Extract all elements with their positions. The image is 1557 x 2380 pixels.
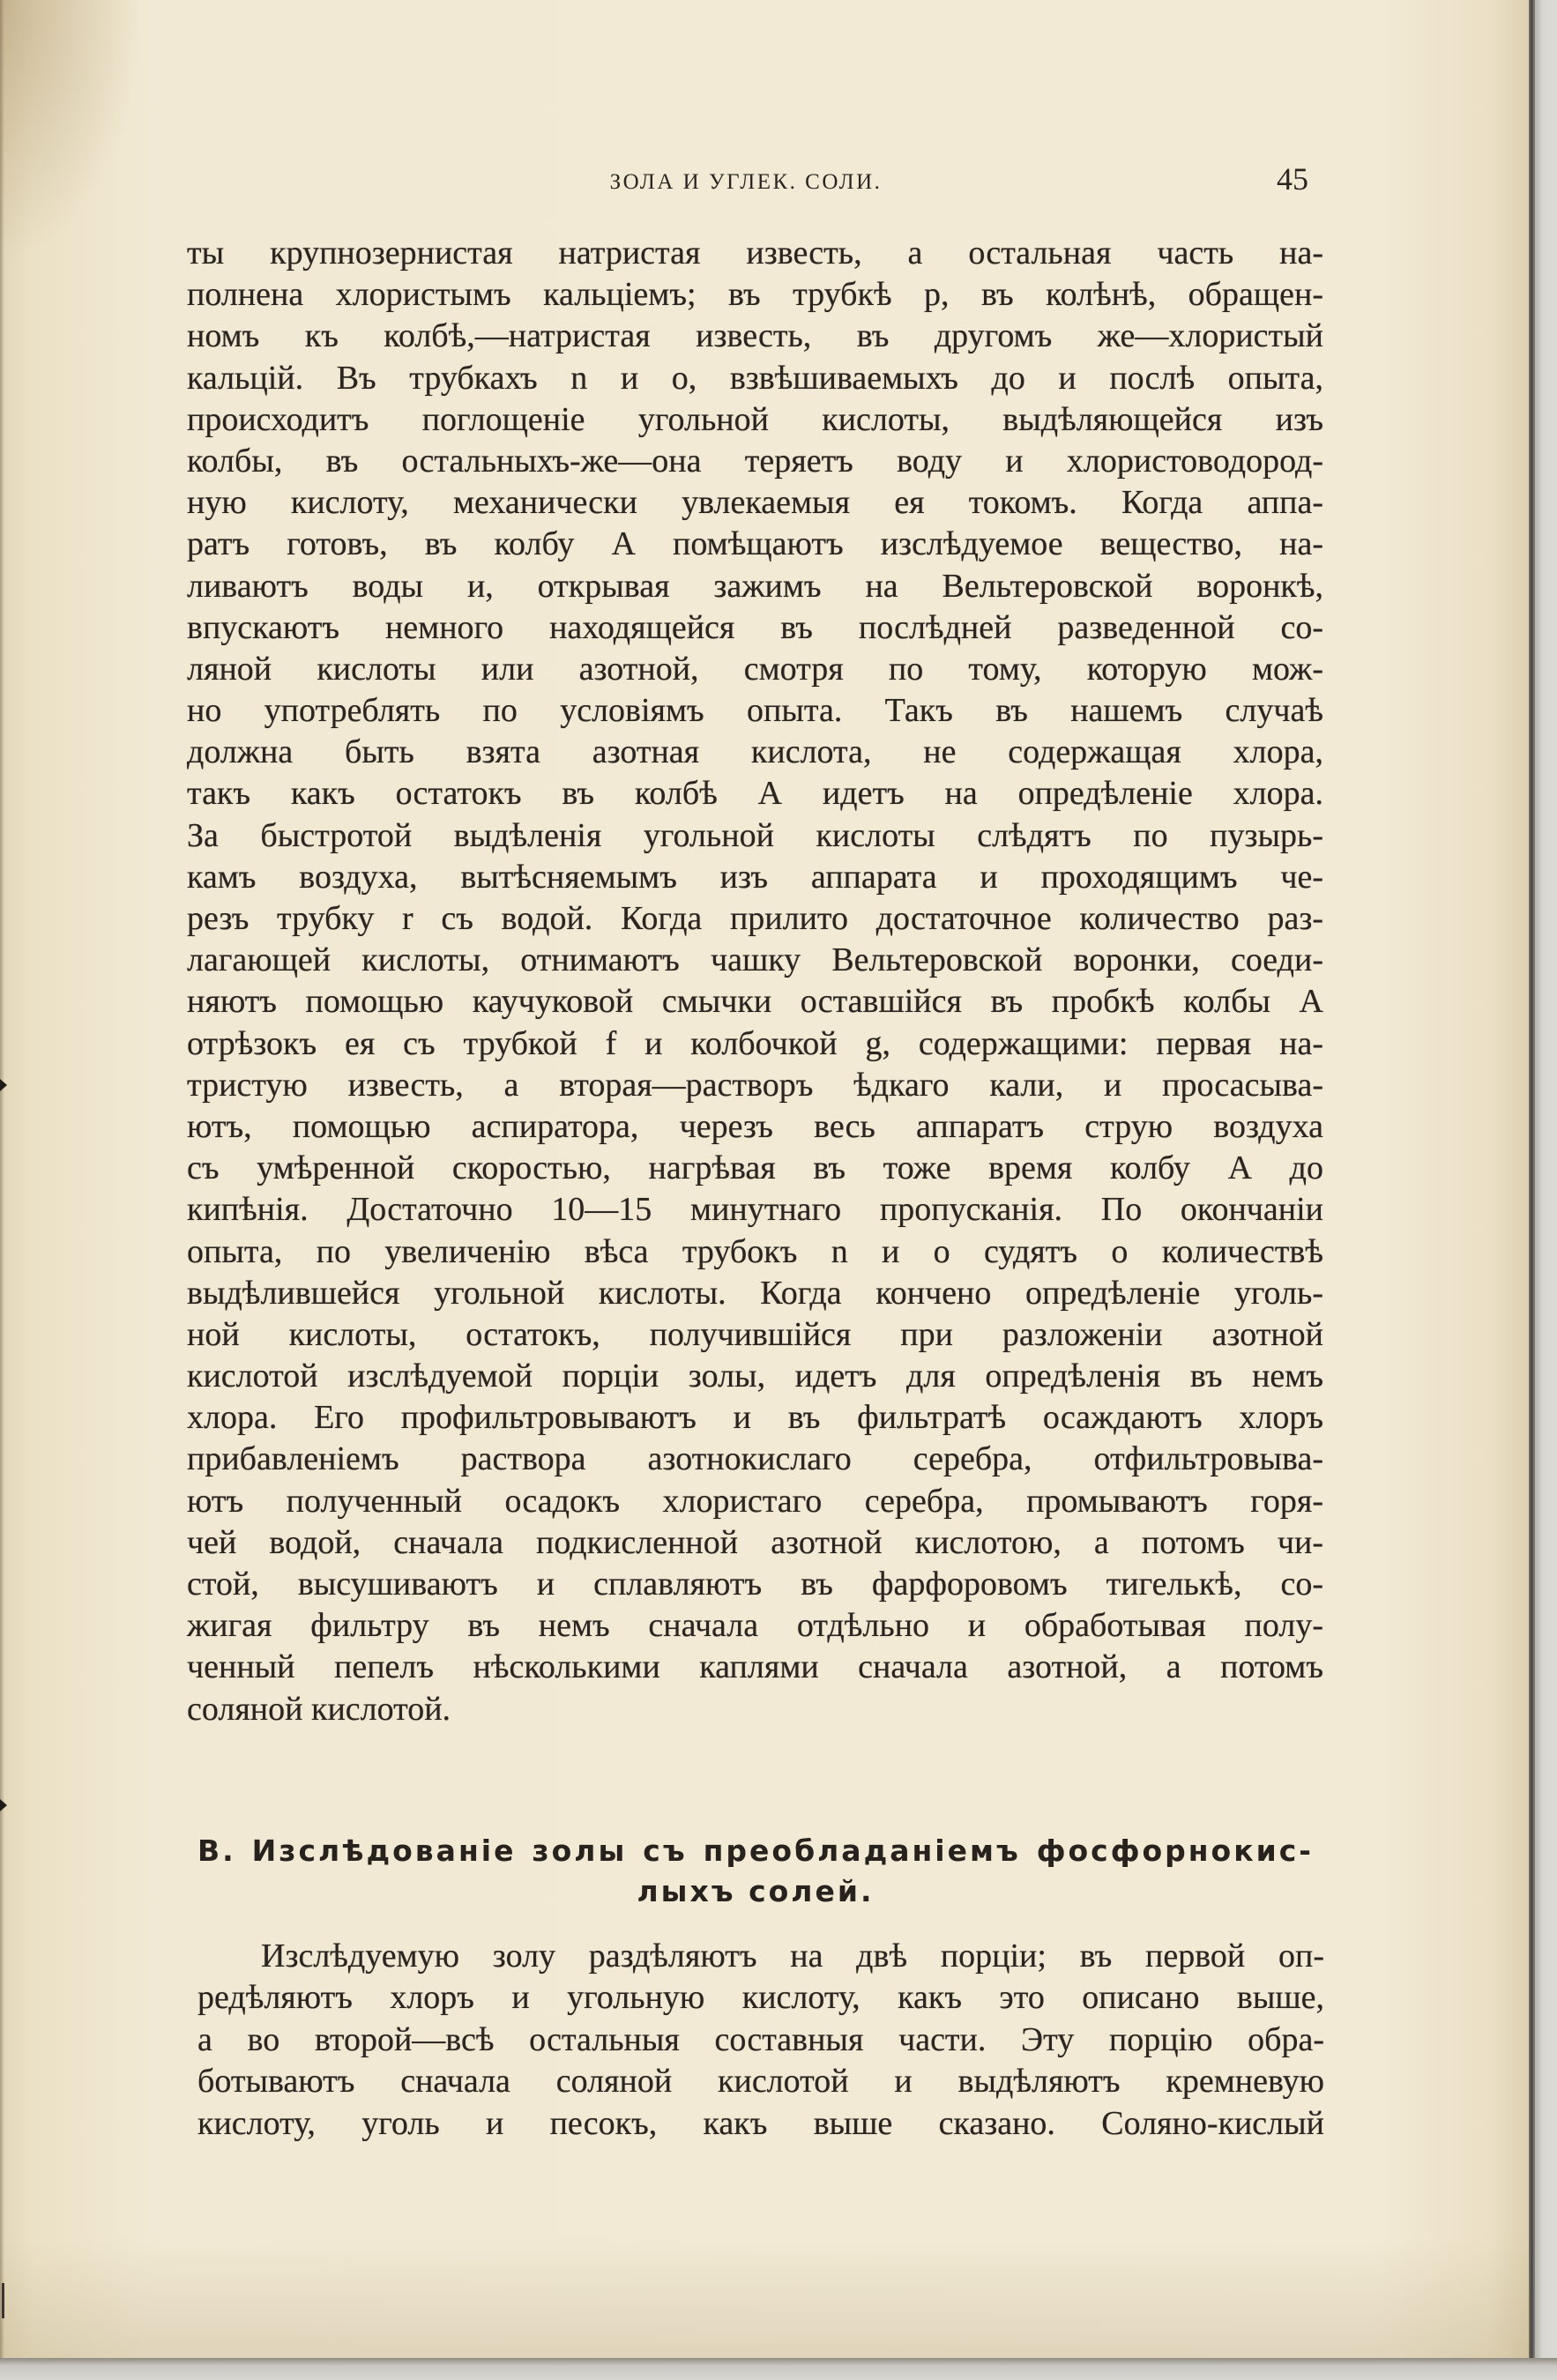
text-line: кальцій. Въ трубкахъ n и о, взвѣшиваемыхъ до и послѣ опыта, — [187, 359, 1323, 397]
text-line: отрѣзокъ ея съ трубкой f и колбочкой g, содержащими: первая на- — [187, 1024, 1323, 1062]
text-line: тристую известь, а вторая—растворъ ѣдкаго кали, и просасыва- — [187, 1066, 1323, 1104]
running-title: ЗОЛА И УГЛЕК. СОЛИ. — [609, 170, 883, 194]
text-line: номъ къ колбѣ,—натристая известь, въ другомъ же—хлористый — [187, 317, 1323, 355]
text-line: няютъ помощью каучуковой смычки оставшійся въ пробкѣ колбы А — [187, 983, 1323, 1021]
text-line: кислотой изслѣдуемой порціи золы, идетъ для опредѣленія въ немъ — [187, 1357, 1323, 1395]
scan-speck — [0, 1799, 7, 1811]
text-line: съ умѣренной скоростью, нагрѣвая въ тоже время колбу А до — [187, 1149, 1323, 1187]
text-line: колбы, въ остальныхъ-же—она теряетъ воду и хлористоводород- — [187, 442, 1323, 480]
text-line: Изслѣдуемую золу раздѣляютъ на двѣ порціи; въ первой оп- — [261, 1937, 1324, 1975]
text-line: редѣляютъ хлоръ и угольную кислоту, какъ это описано выше, — [197, 1979, 1324, 2017]
text-line: кипѣнія. Достаточно 10—15 минутнаго пропусканія. По окончаніи — [187, 1191, 1323, 1229]
scan-speck — [2, 2283, 4, 2318]
scan-edge-left — [0, 0, 4, 2380]
text-line: а во второй—всѣ остальныя составныя части. Эту порцію обра- — [197, 2020, 1324, 2058]
text-line: ливаютъ воды и, открывая зажимъ на Вельтеровской воронкѣ, — [187, 567, 1323, 605]
text-line: прибавленіемъ раствора азотнокислаго серебра, отфильтровыва- — [187, 1440, 1323, 1478]
scan-speck — [0, 1079, 7, 1091]
text-line: ной кислоты, остатокъ, получившійся при разложеніи азотной — [187, 1315, 1323, 1353]
text-line: происходитъ поглощеніе угольной кислоты, выдѣляющейся изъ — [187, 400, 1323, 438]
text-line: лагающей кислоты, отнимаютъ чашку Вельтеровской воронки, соеди- — [187, 941, 1323, 979]
text-line: ратъ готовъ, въ колбу А помѣщаютъ изслѣдуемое вещество, на- — [187, 525, 1323, 563]
text-line: резъ трубку r съ водой. Когда прилито достаточное количество раз- — [187, 900, 1323, 937]
text-line: ляной кислоты или азотной, смотря по тому, которую мож- — [187, 650, 1323, 688]
text-line: выдѣлившейся угольной кислоты. Когда кончено опредѣленіе уголь- — [187, 1274, 1323, 1312]
text-line: ную кислоту, механически увлекаемыя ея токомъ. Когда аппа- — [187, 484, 1323, 522]
text-line: стой, высушиваютъ и сплавляютъ въ фарфоровомъ тигелькѣ, со- — [187, 1566, 1323, 1603]
text-line: соляной кислотой. — [187, 1690, 451, 1728]
text-line: чей водой, сначала подкисленной азотной кислотою, а потомъ чи- — [187, 1523, 1323, 1561]
text-line: За быстротой выдѣленія угольной кислоты слѣдятъ по пузырь- — [187, 816, 1323, 854]
text-line: но употреблять по условіямъ опыта. Такъ въ нашемъ случаѣ — [187, 692, 1323, 730]
text-line: кислоту, уголь и песокъ, какъ выше сказано. Соляно-кислый — [197, 2104, 1324, 2142]
scan-edge-right-shadow — [1529, 0, 1535, 2380]
text-line: жигая фильтру въ немъ сначала отдѣльно и обработывая полу- — [187, 1607, 1323, 1645]
section-heading-line: В. Изслѣдованіе золы съ преобладаніемъ фосфорнокис- — [197, 1833, 1314, 1868]
text-line: такъ какъ остатокъ въ колбѣ А идетъ на опредѣленіе хлора. — [187, 775, 1323, 813]
text-line: ты крупнозернистая натристая известь, а остальная часть на- — [187, 234, 1323, 271]
text-line: впускаютъ немного находящейся въ послѣдней разведенной со- — [187, 608, 1323, 646]
text-line: ютъ, помощью аспиратора, черезъ весь аппаратъ струю воздуха — [187, 1107, 1323, 1145]
text-line: ютъ полученный осадокъ хлористаго серебра, промываютъ горя- — [187, 1482, 1323, 1520]
section-heading-line: лыхъ солей. — [637, 1874, 875, 1908]
scan-edge-right — [1535, 0, 1557, 2380]
text-line: опыта, по увеличенію вѣса трубокъ n и о судятъ о количествѣ — [187, 1232, 1323, 1270]
page-number: 45 — [1277, 161, 1308, 197]
scan-edge-bottom — [0, 2358, 1557, 2380]
text-line: ченный пепелъ нѣсколькими каплями сначала азотной, а потомъ — [187, 1648, 1323, 1686]
text-line: хлора. Его профильтровываютъ и въ фильтратѣ осаждаютъ хлоръ — [187, 1399, 1323, 1437]
paragraph-1 — [187, 233, 1323, 1730]
section-heading — [197, 1831, 1314, 1912]
paragraph-2 — [197, 1936, 1324, 2145]
text-line: должна быть взята азотная кислота, не содержащая хлора, — [187, 733, 1323, 771]
text-line: камъ воздуха, вытѣсняемымъ изъ аппарата и проходящимъ че- — [187, 858, 1323, 896]
text-line: полнена хлористымъ кальціемъ; въ трубкѣ р, въ колѣнѣ, обращен- — [187, 276, 1323, 314]
text-line: ботываютъ сначала соляной кислотой и выдѣляютъ кремневую — [197, 2063, 1324, 2101]
